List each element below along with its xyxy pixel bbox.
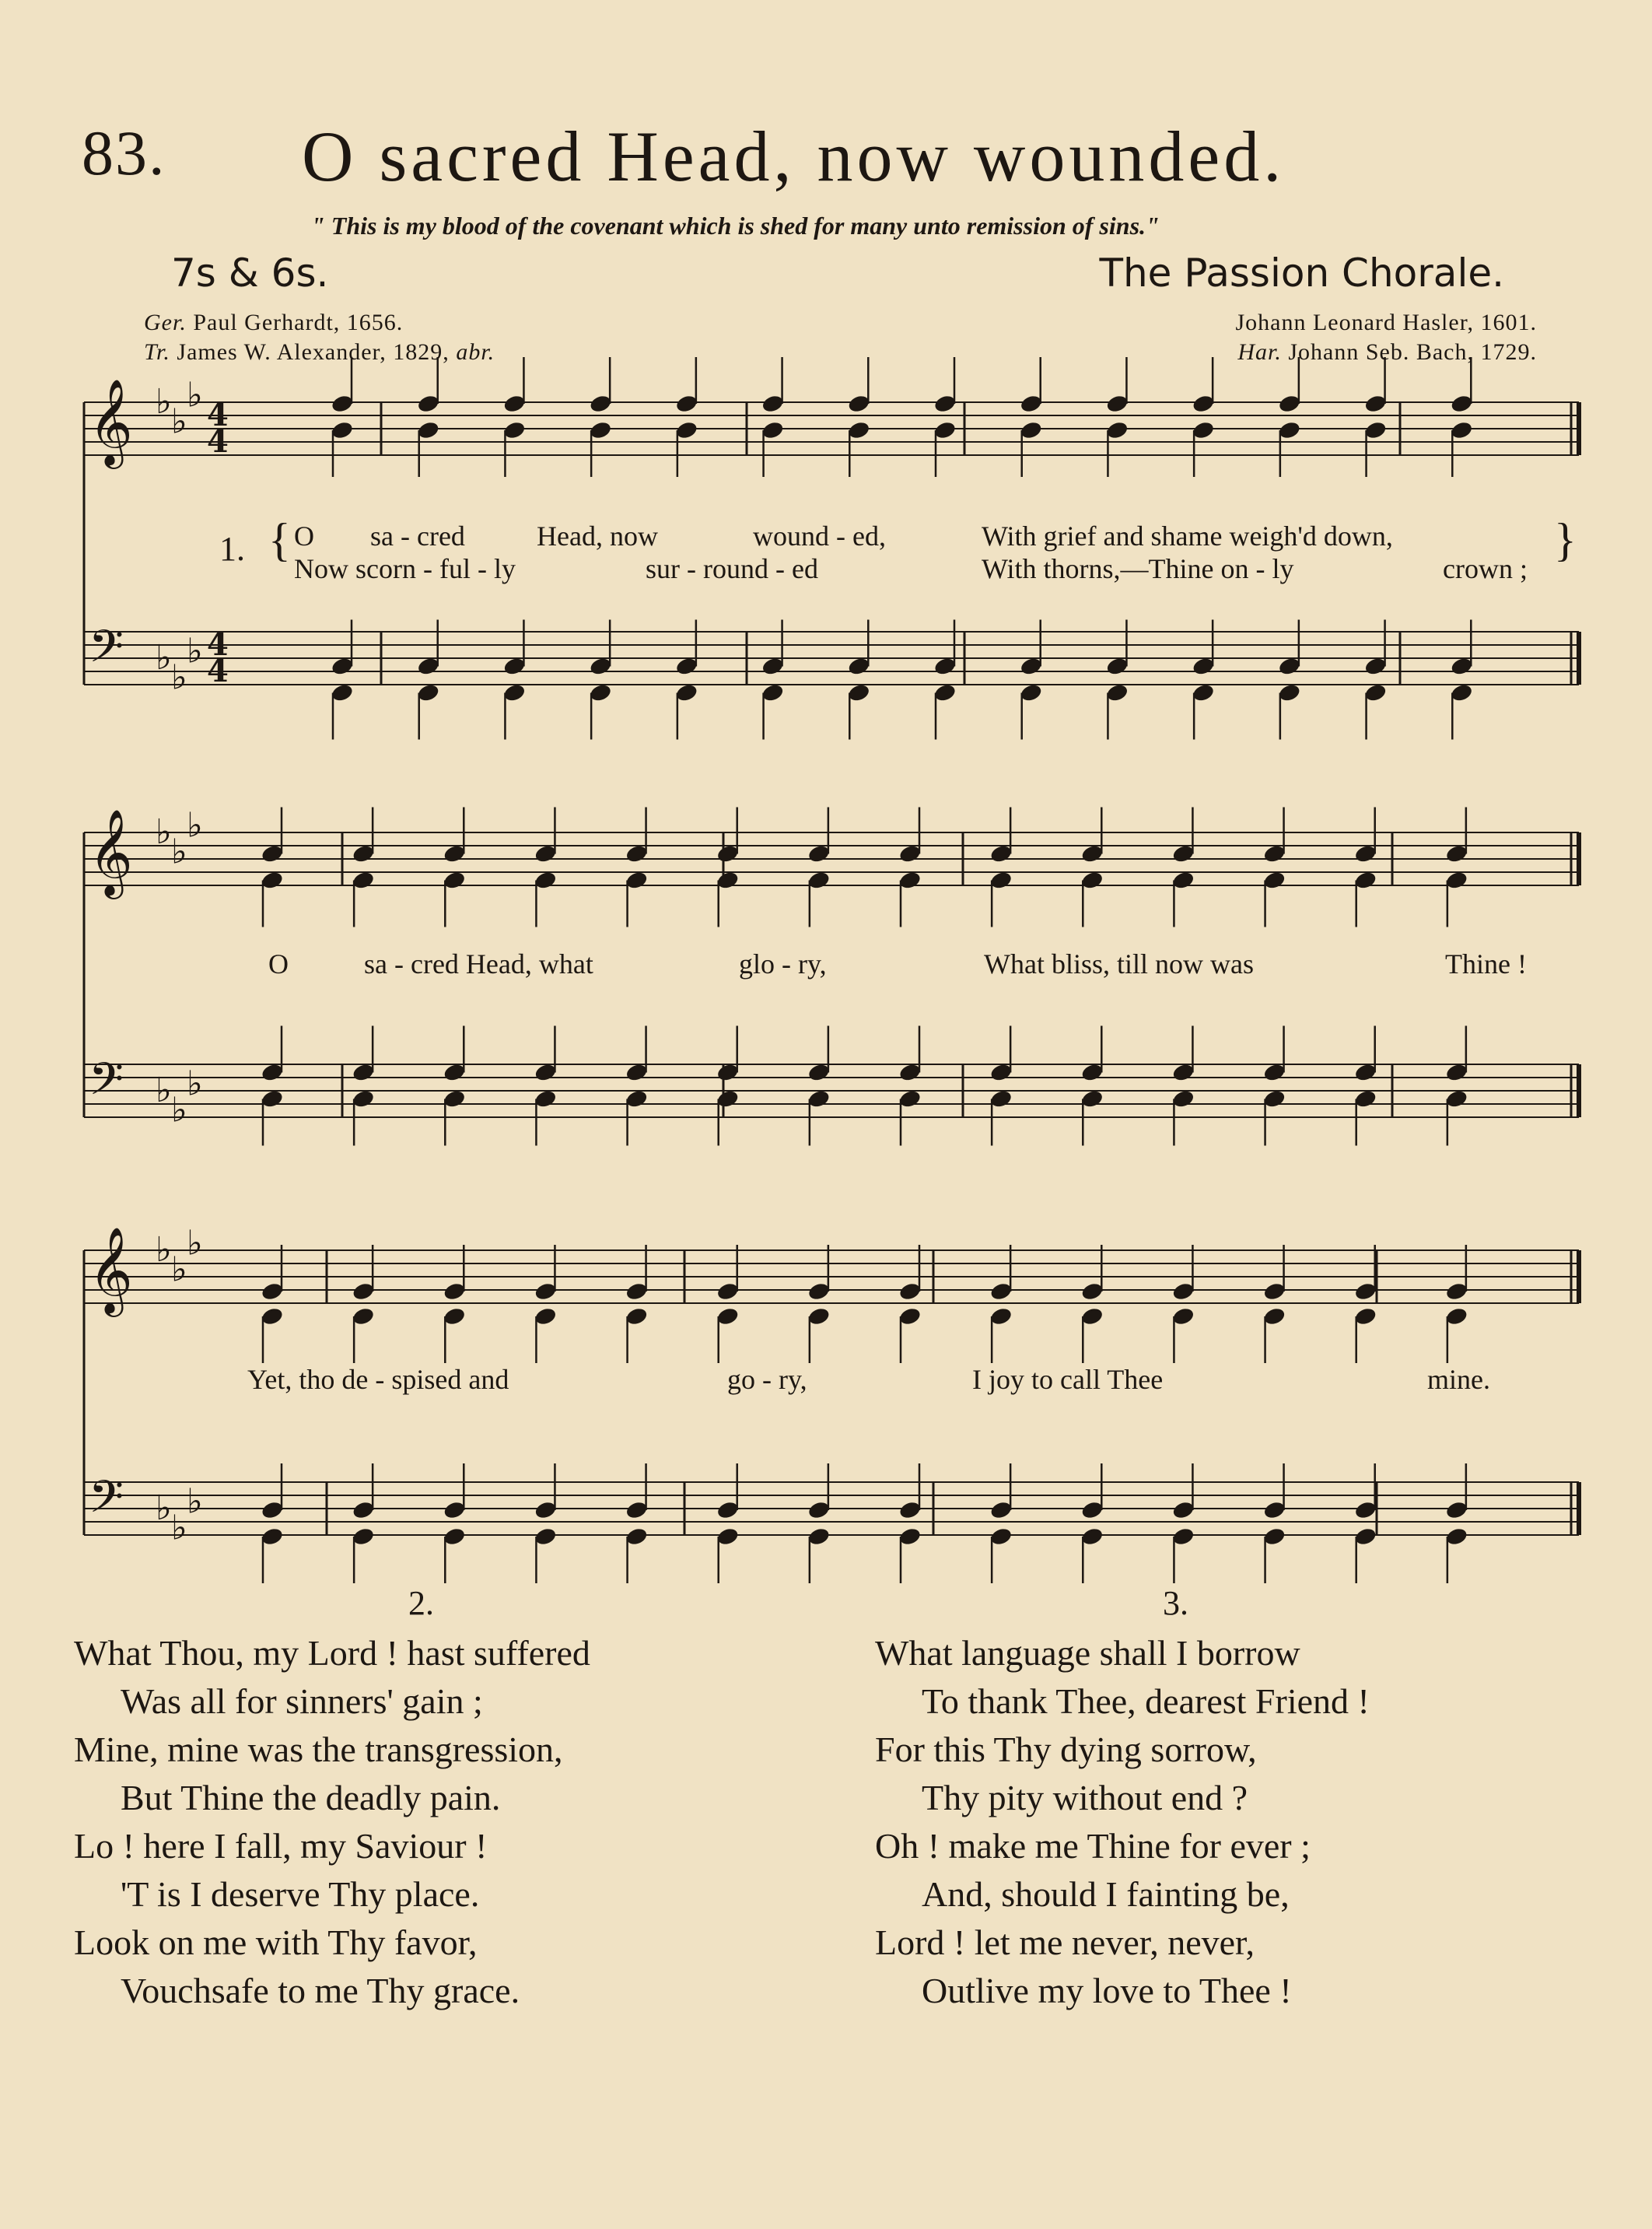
flat-sign: ♭ <box>156 1230 172 1270</box>
lyric-syllable: sur - round - ed <box>646 553 818 584</box>
bass-clef: 𝄢 <box>89 1053 124 1116</box>
treble-clef: 𝄞 <box>89 1226 133 1313</box>
author-name: Paul Gerhardt, 1656. <box>193 310 404 335</box>
brace-right: } <box>1554 514 1577 566</box>
flat-sign: ♭ <box>156 1071 172 1110</box>
lyric-syllable: With thorns,—Thine on - ly <box>982 553 1294 584</box>
flat-sign: ♭ <box>171 1508 187 1548</box>
lyric-syllable: Head, now <box>537 520 658 552</box>
brace-left: { <box>268 514 291 566</box>
lyric-syllable: glo - ry, <box>739 948 827 980</box>
translator-role: Tr. <box>144 339 170 365</box>
stanza-3 <box>875 1629 1370 2015</box>
tune-name: The Passion Chorale. <box>1099 251 1504 296</box>
stanza-line: Oh ! make me Thine for ever ; <box>875 1826 1311 1866</box>
stanza-line: To thank Thee, dearest Friend ! <box>922 1681 1370 1721</box>
time-signature: 4 <box>207 626 229 663</box>
flat-sign: ♭ <box>187 805 203 846</box>
hymn-number: 83. <box>82 117 166 188</box>
stanza-line: Lo ! here I fall, my Saviour ! <box>74 1826 488 1866</box>
flat-sign: ♭ <box>171 1249 187 1290</box>
lyric-syllable: mine. <box>1427 1364 1490 1395</box>
time-signature: 4 <box>207 423 229 460</box>
verse-number: 1. <box>219 530 245 568</box>
bass-clef: 𝄢 <box>89 1470 124 1534</box>
flat-sign: ♭ <box>156 382 172 422</box>
stanza-line: Look on me with Thy favor, <box>74 1922 478 1962</box>
lyric-syllable: I joy to call Thee <box>972 1364 1164 1395</box>
lyric-syllable: Yet, tho de - spised and <box>247 1364 509 1395</box>
stanza-line: Mine, mine was the transgression, <box>74 1730 563 1769</box>
meter-label: 7s & 6s. <box>171 251 329 296</box>
flat-sign: ♭ <box>171 832 187 872</box>
flat-sign: ♭ <box>156 638 172 678</box>
stanza-line: But Thine the deadly pain. <box>121 1778 501 1817</box>
flat-sign: ♭ <box>171 1090 187 1130</box>
flat-sign: ♭ <box>156 1488 172 1528</box>
stanza-line: What Thou, my Lord ! hast suffered <box>74 1633 590 1673</box>
flat-sign: ♭ <box>187 631 203 671</box>
abridged-note: abr. <box>456 339 495 365</box>
flat-sign: ♭ <box>156 812 172 852</box>
translator-name: James W. Alexander, 1829, <box>177 339 450 365</box>
lyric-syllable: go - ry, <box>727 1364 807 1395</box>
harmonizer-name: Johann Seb. Bach, 1729. <box>1288 339 1537 365</box>
lyric-syllable: crown ; <box>1443 553 1528 584</box>
lyric-syllable: wound - ed, <box>753 520 886 552</box>
stanza-number: 2. <box>408 1584 434 1622</box>
composer-name: Johann Leonard Hasler, 1601. <box>1235 310 1537 335</box>
treble-clef: 𝄞 <box>89 808 133 895</box>
stanza-line: 'T is I deserve Thy place. <box>121 1874 480 1914</box>
lyric-syllable: Now scorn - ful - ly <box>294 553 516 584</box>
stanza-line: And, should I fainting be, <box>922 1874 1290 1914</box>
flat-sign: ♭ <box>171 657 187 698</box>
bass-clef: 𝄢 <box>89 620 124 684</box>
harmonizer-role: Har. <box>1237 339 1282 365</box>
lyric-syllable: O <box>268 948 289 980</box>
lyric-syllable: With grief and shame weigh'd down, <box>982 520 1393 552</box>
stanza-line: What language shall I borrow <box>875 1633 1300 1673</box>
author-role: Ger. <box>144 310 187 335</box>
stanza-2 <box>74 1629 590 2015</box>
time-signature: 4 <box>207 653 229 689</box>
stanza-line: Was all for sinners' gain ; <box>121 1681 483 1721</box>
stanza-line: Outlive my love to Thee ! <box>922 1971 1292 2010</box>
stanza-line: Thy pity without end ? <box>922 1778 1248 1817</box>
treble-clef: 𝄞 <box>89 378 133 465</box>
flat-sign: ♭ <box>187 1223 203 1263</box>
scripture-epigraph: " This is my blood of the covenant which is shed for many unto remission of sins." <box>311 212 1160 240</box>
stanza-line: For this Thy dying sorrow, <box>875 1730 1257 1769</box>
lyric-syllable: O <box>294 520 314 552</box>
stanza-line: Lord ! let me never, never, <box>875 1922 1255 1962</box>
lyric-syllable: sa - cred Head, what <box>364 948 593 980</box>
flat-sign: ♭ <box>171 401 187 442</box>
flat-sign: ♭ <box>187 375 203 415</box>
lyric-syllable: sa - cred <box>370 520 465 552</box>
time-signature: 4 <box>207 397 229 433</box>
stanza-number: 3. <box>1163 1584 1188 1622</box>
flat-sign: ♭ <box>187 1481 203 1522</box>
flat-sign: ♭ <box>187 1064 203 1104</box>
stanza-line: Vouchsafe to me Thy grace. <box>121 1971 520 2010</box>
hymn-title: O sacred Head, now wounded. <box>302 117 1286 196</box>
lyric-syllable: What bliss, till now was <box>984 948 1254 980</box>
lyric-syllable: Thine ! <box>1445 948 1527 980</box>
